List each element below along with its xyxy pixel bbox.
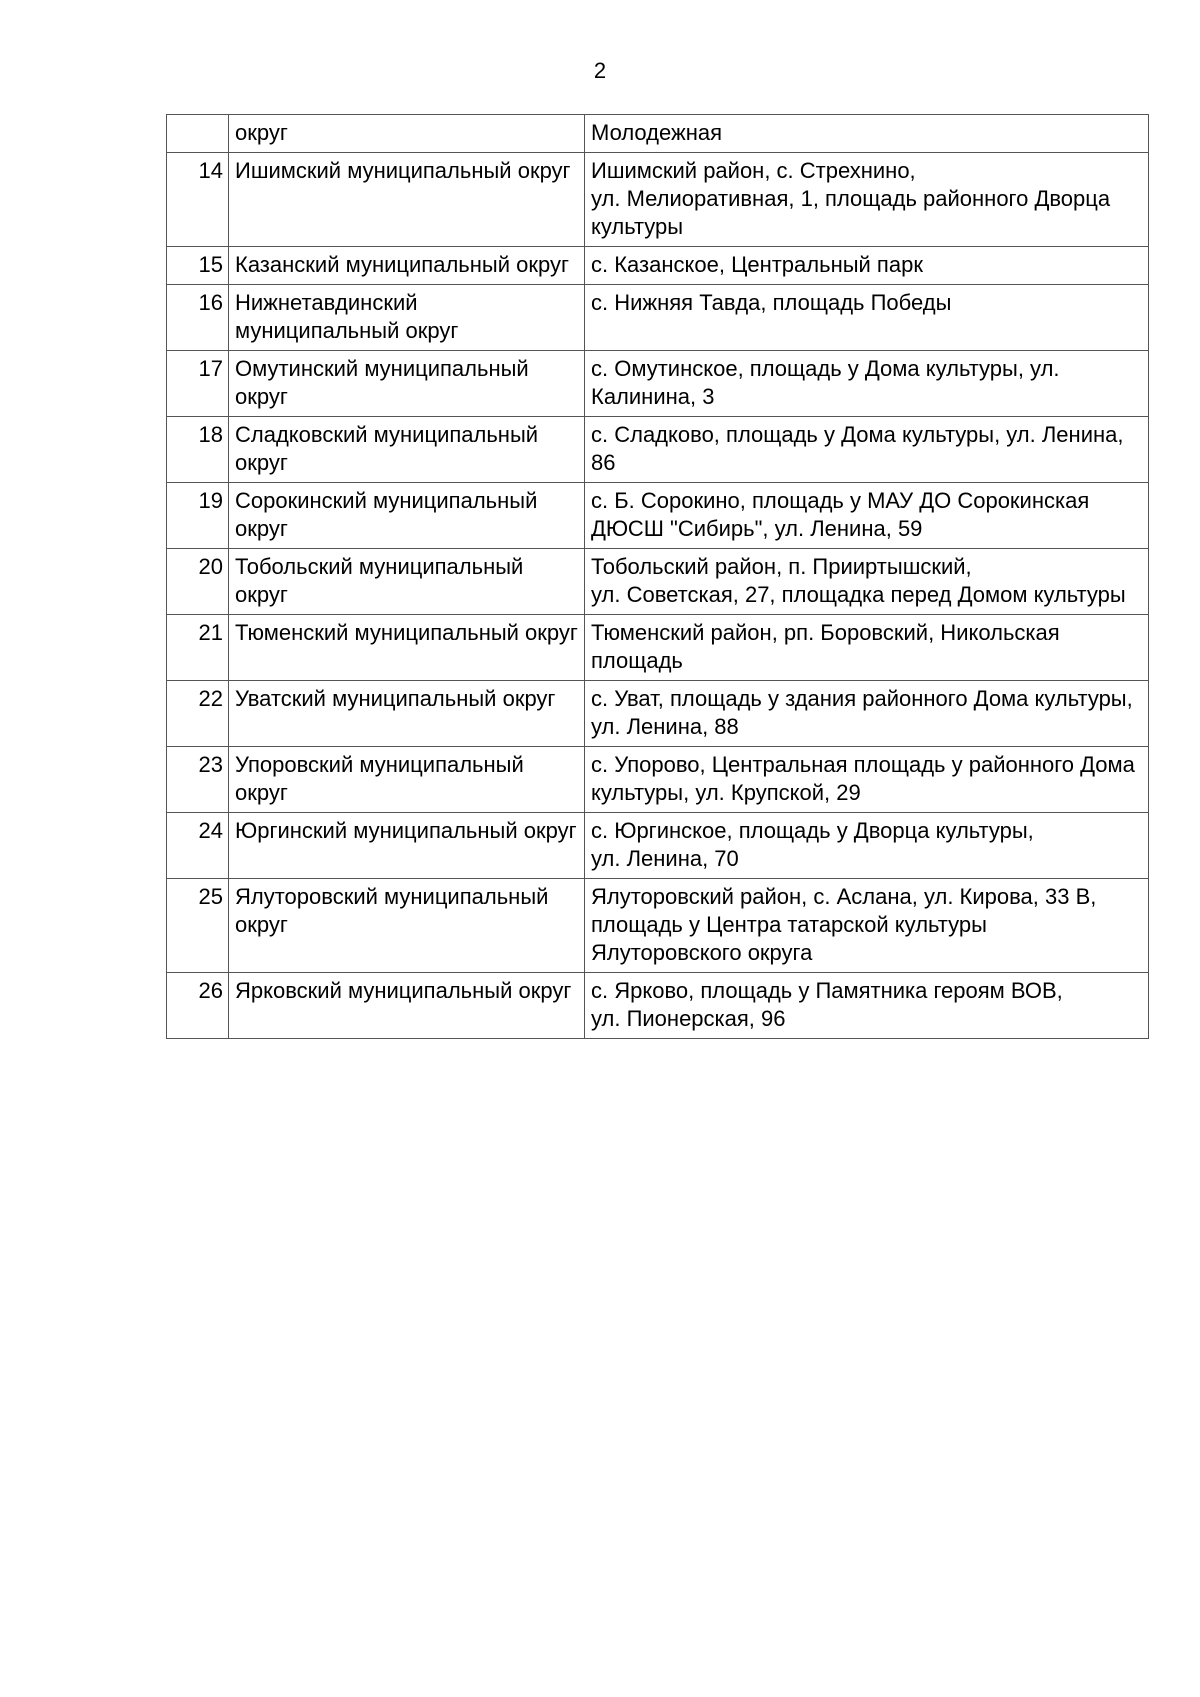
district-name-cell: Уватский муниципальный округ — [229, 681, 585, 747]
table-row — [167, 549, 1149, 615]
district-name-cell: Ярковский муниципальный округ — [229, 973, 585, 1039]
venue-address-cell: Ялуторовский район, с. Аслана, ул. Кирова, 33 В, площадь у Центра татарской культуры Ялуторовского округа — [585, 879, 1149, 973]
table-row — [167, 115, 1149, 153]
row-number-cell: 18 — [167, 417, 229, 483]
page-number: 2 — [593, 58, 607, 83]
venue-address-cell: с. Нижняя Тавда, площадь Победы — [585, 285, 1149, 351]
district-name-cell: округ — [229, 115, 585, 153]
table-row — [167, 285, 1149, 351]
row-number-cell: 19 — [167, 483, 229, 549]
row-number-cell: 22 — [167, 681, 229, 747]
venue-address-cell: Тобольский район, п. Прииртышский, ул. Советская, 27, площадка перед Домом культуры — [585, 549, 1149, 615]
row-number-cell: 26 — [167, 973, 229, 1039]
row-number-cell: 23 — [167, 747, 229, 813]
district-name-cell: Юргинский муниципальный округ — [229, 813, 585, 879]
row-number-cell: 15 — [167, 247, 229, 285]
table-row — [167, 615, 1149, 681]
table-row — [167, 747, 1149, 813]
district-name-cell: Тобольский муниципальный округ — [229, 549, 585, 615]
district-name-cell: Сладковский муниципальный округ — [229, 417, 585, 483]
district-name-cell: Упоровский муниципальный округ — [229, 747, 585, 813]
venue-address-cell: Молодежная — [585, 115, 1149, 153]
district-name-cell: Казанский муниципальный округ — [229, 247, 585, 285]
row-number-cell: 17 — [167, 351, 229, 417]
venue-address-cell: Ишимский район, с. Стрехнино, ул. Мелиоративная, 1, площадь районного Дворца культуры — [585, 153, 1149, 247]
table-row — [167, 483, 1149, 549]
table-row — [167, 247, 1149, 285]
venue-address-cell: с. Ярково, площадь у Памятника героям ВОВ, ул. Пионерская, 96 — [585, 973, 1149, 1039]
venue-address-cell: с. Б. Сорокино, площадь у МАУ ДО Сорокинская ДЮСШ "Сибирь", ул. Ленина, 59 — [585, 483, 1149, 549]
row-number-cell — [167, 115, 229, 153]
venues-table — [166, 114, 1149, 1039]
venue-address-cell: с. Юргинское, площадь у Дворца культуры, ул. Ленина, 70 — [585, 813, 1149, 879]
row-number-cell: 14 — [167, 153, 229, 247]
row-number-cell: 21 — [167, 615, 229, 681]
row-number-cell: 24 — [167, 813, 229, 879]
district-name-cell: Ишимский муниципальный округ — [229, 153, 585, 247]
row-number-cell: 20 — [167, 549, 229, 615]
venue-address-cell: с. Казанское, Центральный парк — [585, 247, 1149, 285]
table-row — [167, 813, 1149, 879]
district-name-cell: Тюменский муниципальный округ — [229, 615, 585, 681]
district-name-cell: Омутинский муниципальный округ — [229, 351, 585, 417]
table-row — [167, 681, 1149, 747]
district-name-cell: Сорокинский муниципальный округ — [229, 483, 585, 549]
venue-address-cell: с. Упорово, Центральная площадь у районного Дома культуры, ул. Крупской, 29 — [585, 747, 1149, 813]
venue-address-cell: Тюменский район, рп. Боровский, Никольская площадь — [585, 615, 1149, 681]
district-name-cell: Нижнетавдинский муниципальный округ — [229, 285, 585, 351]
district-name-cell: Ялуторовский муниципальный округ — [229, 879, 585, 973]
venue-address-cell: с. Уват, площадь у здания районного Дома культуры, ул. Ленина, 88 — [585, 681, 1149, 747]
table-row — [167, 153, 1149, 247]
table-row — [167, 973, 1149, 1039]
venue-address-cell: с. Сладково, площадь у Дома культуры, ул. Ленина, 86 — [585, 417, 1149, 483]
row-number-cell: 25 — [167, 879, 229, 973]
venue-address-cell: с. Омутинское, площадь у Дома культуры, ул. Калинина, 3 — [585, 351, 1149, 417]
table-row — [167, 879, 1149, 973]
table-row — [167, 417, 1149, 483]
table-row — [167, 351, 1149, 417]
row-number-cell: 16 — [167, 285, 229, 351]
